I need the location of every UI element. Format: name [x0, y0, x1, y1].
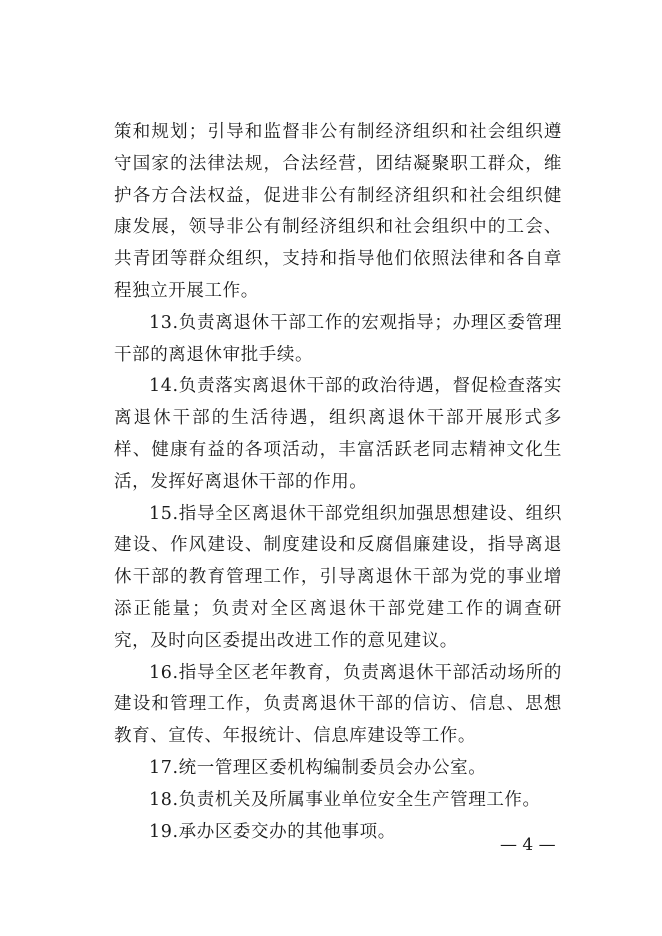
paragraph-continuation: 策和规划；引导和监督非公有制经济组织和社会组织遵守国家的法律法规，合法经营，团结凝聚职工群众，维护各方合法权益，促进非公有制经济组织和社会组织健康发展，领导非公有制经济组织和社会组织中的工会、共青团等群众组织，支持和指导他们依照法律和各自章程独立开展工作。 [114, 122, 562, 301]
body-text [114, 117, 562, 848]
paragraph-item-15: 15.指导全区离退休干部党组织加强思想建设、组织建设、作风建设、制度建设和反腐倡廉建设，指导离退休干部的教育管理工作，引导离退休干部为党的事业增添正能量；负责对全区离退休干部党建工作的调查研究，及时向区委提出改进工作的意见建议。 [114, 503, 562, 651]
paragraph-item-14: 14.负责落实离退休干部的政治待遇，督促检查落实离退休干部的生活待遇，组织离退休干部开展形式多样、健康有益的各项活动，丰富活跃老同志精神文化生活，发挥好离退休干部的作用。 [114, 376, 562, 492]
paragraph-item-13: 13.负责离退休干部工作的宏观指导；办理区委管理干部的离退休审批手续。 [114, 312, 562, 365]
paragraph-item-16: 16.指导全区老年教育，负责离退休干部活动场所的建设和管理工作，负责离退休干部的信访、信息、思想教育、宣传、年报统计、信息库建设等工作。 [114, 662, 562, 747]
page-number: — 4 — [500, 835, 556, 855]
paragraph-item-17: 17.统一管理区委机构编制委员会办公室。 [149, 757, 487, 778]
paragraph-item-19: 19.承办区委交办的其他事项。 [149, 821, 396, 842]
paragraph-item-18: 18.负责机关及所属事业单位安全生产管理工作。 [149, 789, 541, 810]
